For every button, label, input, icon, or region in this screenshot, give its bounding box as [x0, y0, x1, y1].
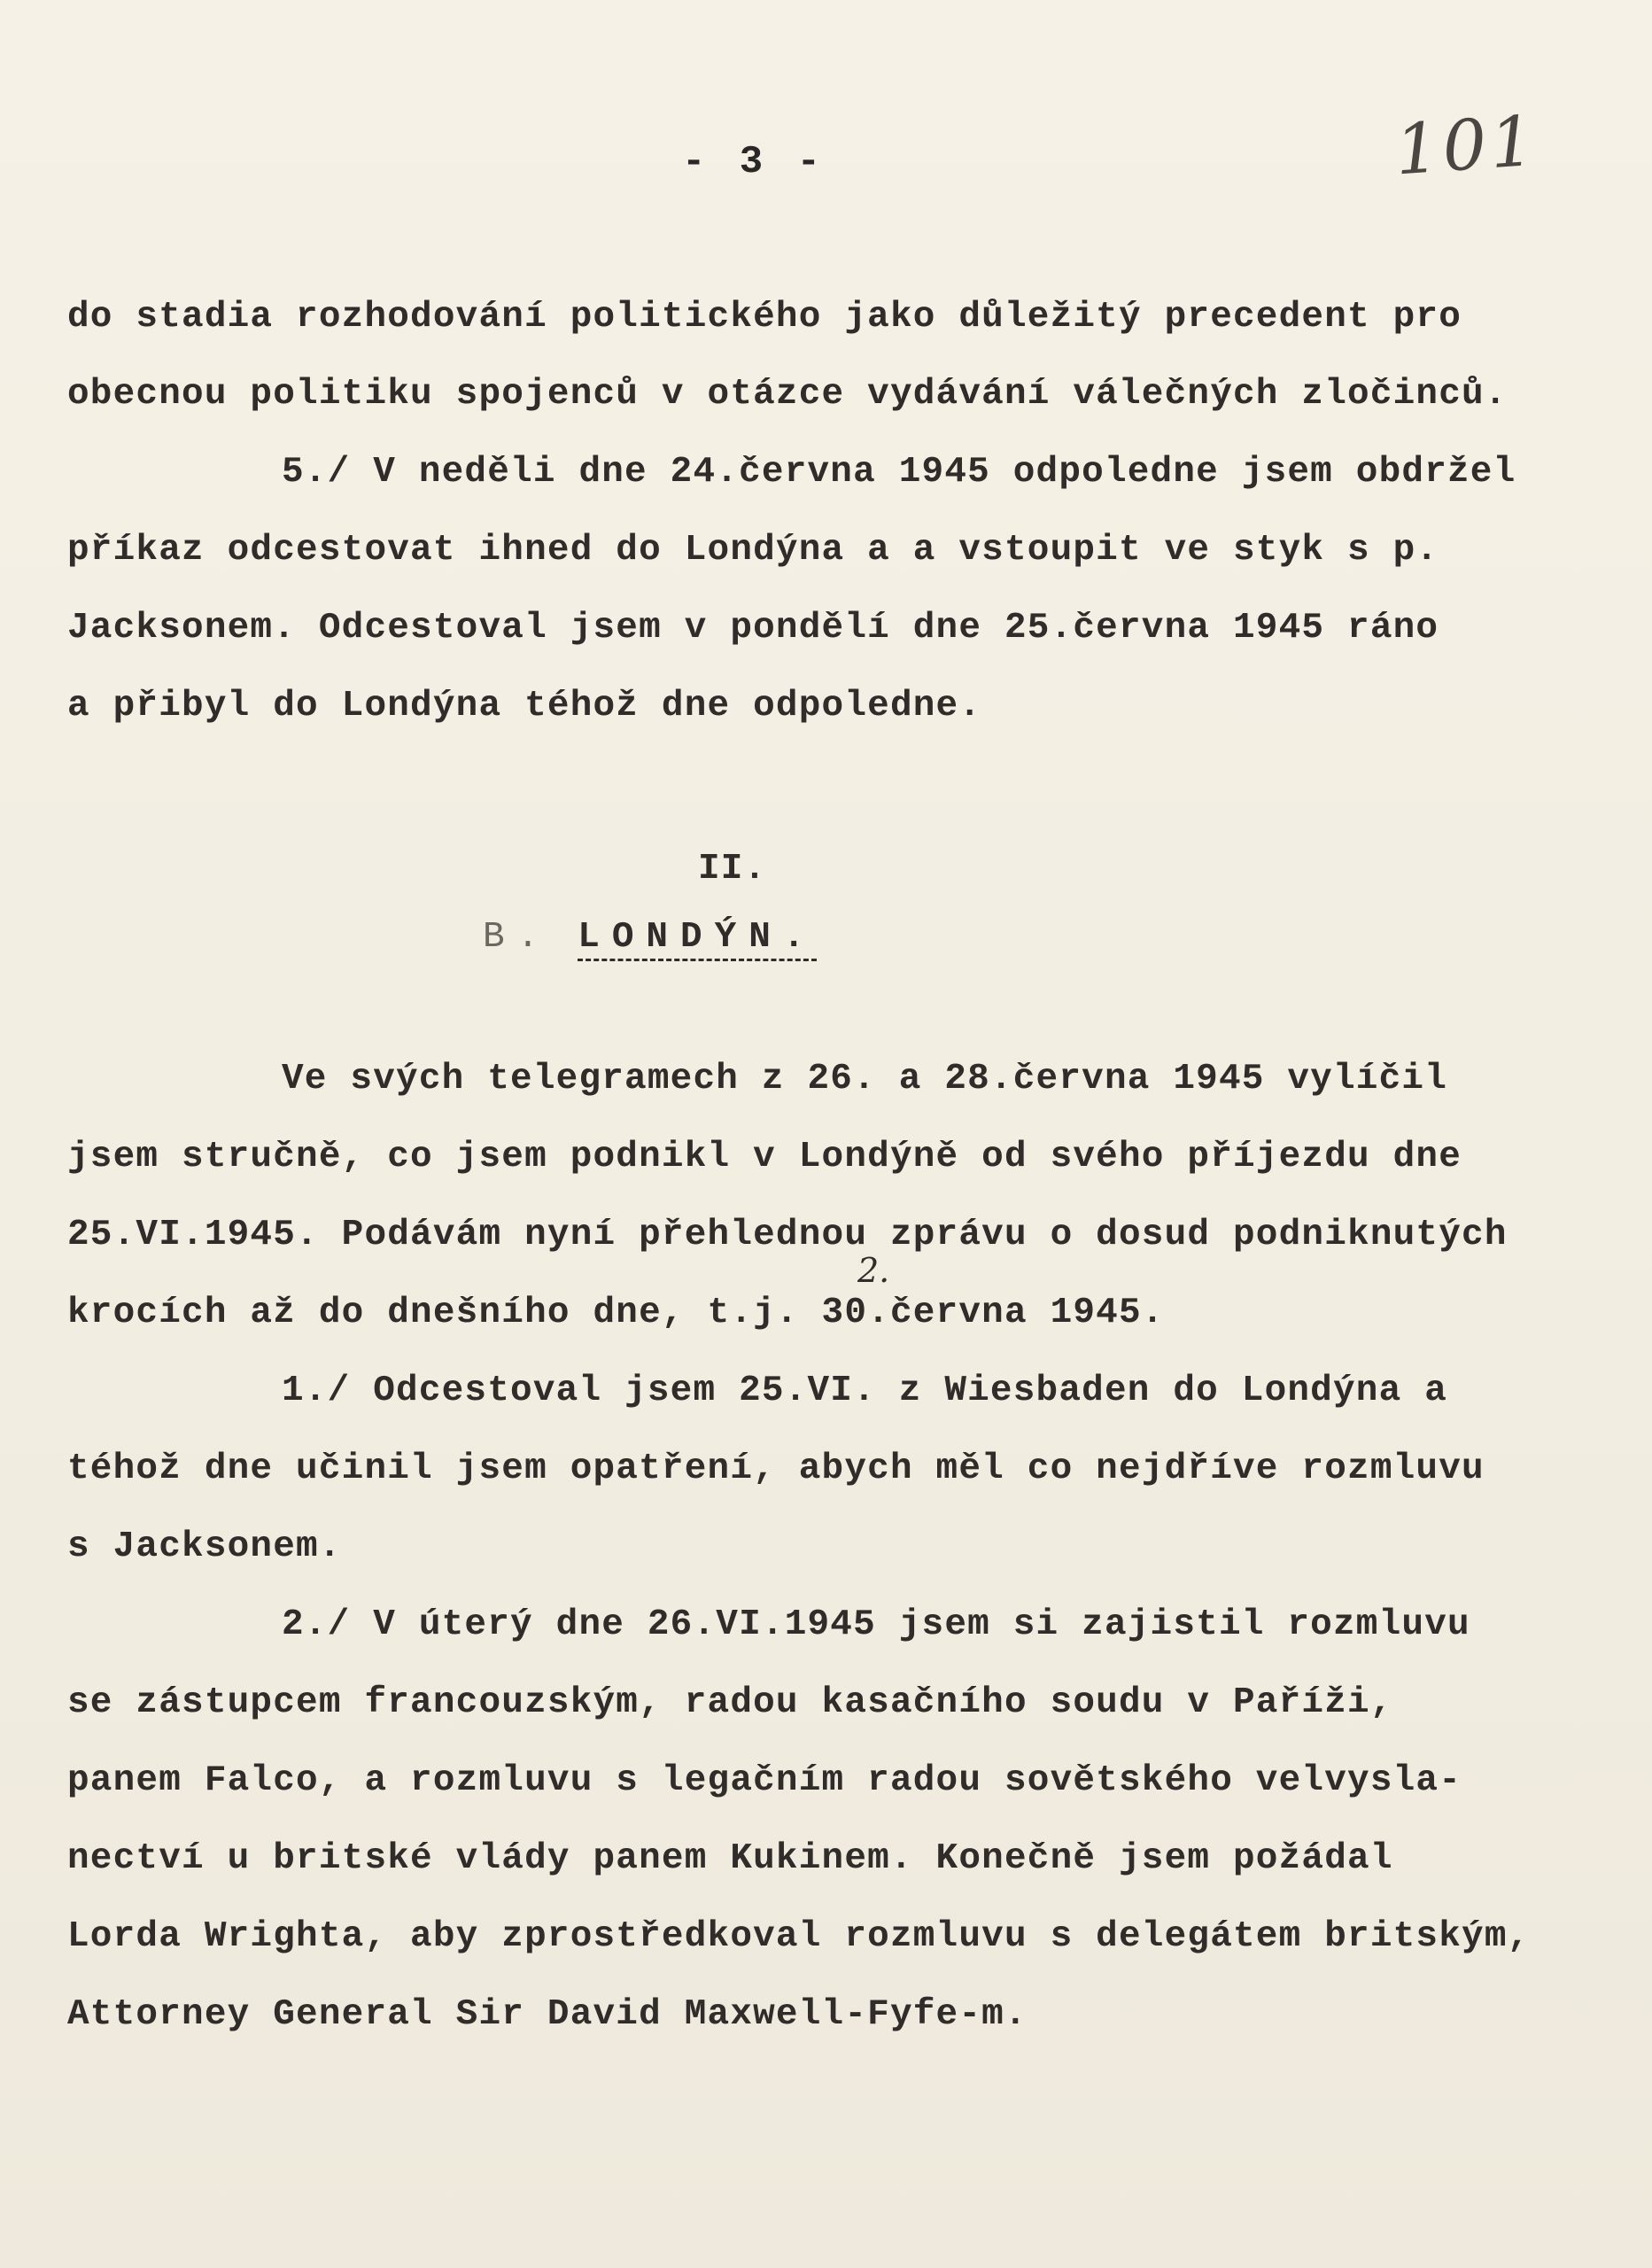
text-line: Ve svých telegramech z 26. a 28.června 1945 vylíčil — [282, 1059, 1448, 1099]
text-line: nectví u britské vlády panem Kukinem. Konečně jsem požádal — [67, 1838, 1393, 1879]
text-line: Jacksonem. Odcestoval jsem v pondělí dne 25.června 1945 ráno — [67, 608, 1439, 649]
text-line: krocích až do dnešního dne, t.j. 30.června 1945. — [67, 1293, 1165, 1333]
text-line: příkaz odcestovat ihned do Londýna a a vstoupit ve styk s p. — [67, 530, 1439, 571]
text-line: Lorda Wrighta, aby zprostředkoval rozmluvu s delegátem britským, — [67, 1916, 1531, 1957]
text-line: s Jacksonem. — [67, 1526, 342, 1567]
section-title: LONDÝN. — [578, 917, 818, 958]
text-line: jsem stručně, co jsem podnikl v Londýně od svého příjezdu dne — [67, 1137, 1462, 1177]
text-line: téhož dne učinil jsem opatření, abych měl co nejdříve rozmluvu — [67, 1449, 1485, 1489]
section-number: II. — [698, 849, 767, 889]
handwritten-folio-number: 101 — [1392, 101, 1540, 191]
text-line: do stadia rozhodování politického jako důležitý precedent pro — [67, 297, 1462, 338]
text-line: 5./ V neděli dne 24.června 1945 odpoledne jsem obdržel — [282, 452, 1516, 493]
text-line: 2./ V úterý dne 26.VI.1945 jsem si zajistil rozmluvu — [282, 1604, 1470, 1645]
text-line: a přibyl do Londýna téhož dne odpoledne. — [67, 686, 982, 726]
text-line: panem Falco, a rozmluvu s legačním radou sovětského velvysla- — [67, 1760, 1462, 1801]
text-line: 1./ Odcestoval jsem 25.VI. z Wiesbaden do Londýna a — [282, 1371, 1448, 1411]
page-number: - 3 - — [682, 140, 826, 184]
text-line: 25.VI.1945. Podávám nyní přehlednou zprávu o dosud podniknutých — [67, 1215, 1508, 1255]
section-letter: B. — [483, 917, 552, 958]
text-line: obecnou politiku spojenců v otázce vydávání válečných zločinců. — [67, 374, 1508, 415]
text-line: se zástupcem francouzským, radou kasačního soudu v Paříži, — [67, 1682, 1393, 1723]
handwritten-date-correction: 2. — [857, 1251, 890, 1290]
section-heading — [483, 917, 817, 958]
text-line: Attorney General Sir David Maxwell-Fyfe-m. — [67, 1994, 1028, 2035]
